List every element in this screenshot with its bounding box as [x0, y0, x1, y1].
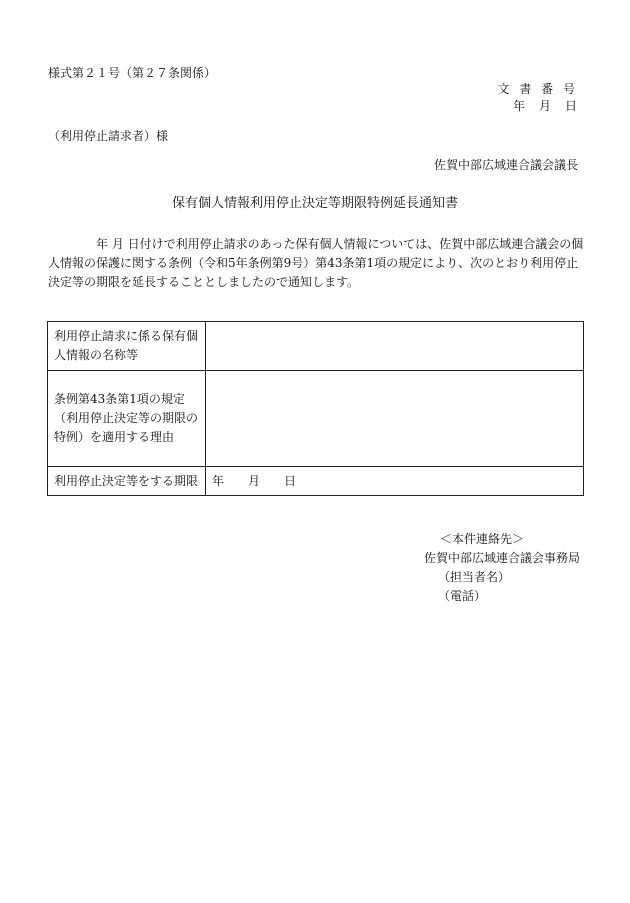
sender-name: 佐賀中部広域連合議会議長 — [433, 158, 578, 172]
contact-phone: （電話） — [438, 589, 487, 603]
reason-value — [206, 371, 584, 467]
deadline-value: 年 月 日 — [206, 467, 584, 496]
info-name-label: 利用停止請求に係る保有個人情報の名称等 — [48, 322, 206, 371]
document-title: 保有個人情報利用停止決定等期限特例延長通知書 — [171, 196, 458, 211]
contact-person: （担当者名） — [438, 570, 511, 584]
contact-heading: ＜本件連絡先＞ — [440, 532, 525, 546]
info-name-value — [206, 322, 584, 371]
info-table — [47, 321, 584, 496]
notice-body: 年 月 日付けで利用停止請求のあった保有個人情報については、佐賀中部広域連合議会の個人情報の保護に関する条例（令和5年条例第9号）第43条第1項の規定により、次のとおり利用停止決定等の期限を延長することとしましたので通知します。 — [48, 237, 584, 289]
form-number: 様式第２１号（第２７条関係） — [48, 66, 217, 80]
deadline-label: 利用停止決定等をする期限 — [48, 467, 206, 496]
document-date: 年 月 日 — [512, 99, 578, 113]
table-row-info-name — [48, 322, 584, 371]
recipient-name: （利用停止請求者）様 — [48, 129, 169, 143]
reason-label: 条例第43条第1項の規定（利用停止決定等の期限の特例）を適用する理由 — [48, 371, 206, 467]
table-row-deadline — [48, 467, 584, 496]
contact-block — [424, 530, 580, 606]
contact-office: 佐賀中部広域連合議会事務局 — [424, 551, 581, 565]
document-number-label: 文 書 番 号 — [497, 82, 578, 96]
table-row-reason — [48, 371, 584, 467]
